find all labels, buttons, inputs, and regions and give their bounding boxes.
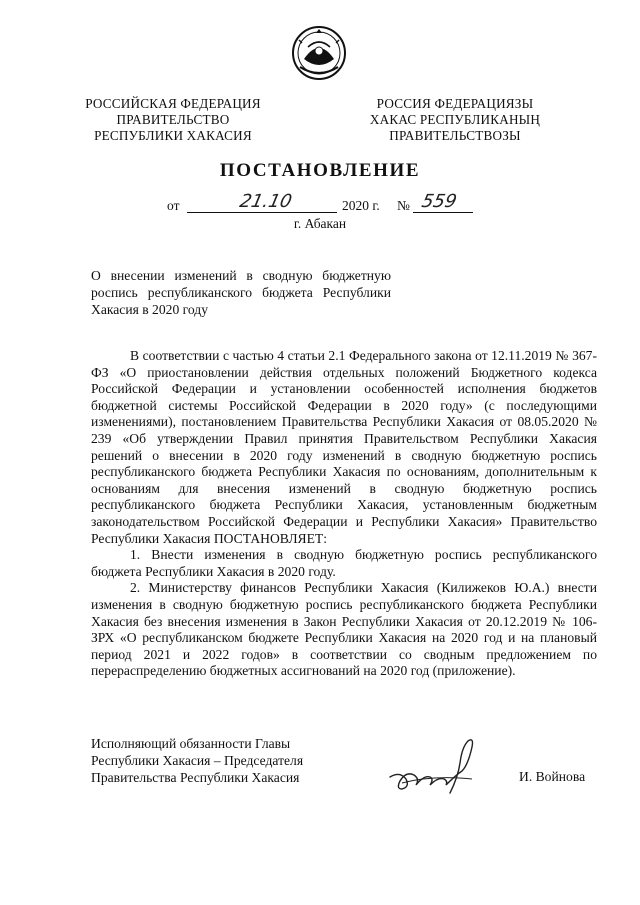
coat-of-arms-emblem [290, 23, 348, 81]
signatory-position-line: Правительства Республики Хакасия [91, 770, 300, 785]
header-left-line: ПРАВИТЕЛЬСТВО [116, 112, 230, 127]
document-subject: О внесении изменений в сводную бюджетную роспись республиканского бюджета Республики Хакасия в 2020 году [91, 268, 391, 317]
signatory-position [91, 735, 303, 786]
date-from-label: от [167, 198, 180, 213]
body-paragraph: 1. Внести изменения в сводную бюджетную роспись республиканского бюджета Республики Хакасия в 2020 году. [91, 547, 597, 579]
date-handwritten: 21.10 [237, 191, 294, 212]
document-body [91, 348, 597, 680]
date-number-line [150, 191, 490, 216]
number-label: № [397, 198, 410, 213]
header-left-block [68, 96, 278, 144]
signatory-position-line: Исполняющий обязанности Главы [91, 736, 291, 751]
handwritten-signature [382, 725, 490, 797]
header-right-line: ПРАВИТЕЛЬСТВОЗЫ [389, 128, 521, 143]
header-left-line: РЕСПУБЛИКИ ХАКАСИЯ [94, 128, 252, 143]
number-handwritten: 559 [419, 191, 459, 212]
date-underline [187, 212, 337, 213]
header-right-block [350, 96, 560, 144]
signatory-position-line: Республики Хакасия – Председателя [91, 753, 304, 768]
body-paragraph: В соответствии с частью 4 статьи 2.1 Федерального закона от 12.11.2019 № 367-ФЗ «О приостановлении действия отдельных положений Бюджетного кодекса Российской Федерации и установлении особенностей исполнения бюджетов бюджетной системы Российской Федерации в 2020 году» (с последующими изменениями), постановлением Правительства Республики Хакасия от 08.05.2020 № 239 «Об утверждении Правил принятия Правительством Республики Хакасия решений о внесении в 2020 году изменений в сводную бюджетную роспись республиканского бюджета Республики Хакасия по основаниям, дополнительным к основаниям для внесения изменений в сводную бюджетную роспись республиканского бюджета Республики Хакасия, установленным бюджетным законодательством Российской Федерации и Республики Хакасия» Правительство Республики Хакасия ПОСТАНОВЛЯЕТ: [91, 348, 597, 546]
header-left-line: РОССИЙСКАЯ ФЕДЕРАЦИЯ [85, 96, 261, 111]
city-label: г. Абакан [293, 216, 347, 231]
header-right-line: ХАКАС РЕСПУБЛИКАНЫҢ [369, 112, 541, 127]
date-year: 2020 г. [342, 198, 380, 213]
body-paragraph: 2. Министерству финансов Республики Хакасия (Килижеков Ю.А.) внести изменения в сводную бюджетную роспись республиканского бюджета Республики Хакасия без внесения изменения в Закон Республики Хакасия от 20.12.2019 № 106-ЗРХ «О республиканском бюджете Республики Хакасия на 2020 год и на плановый период 2021 и 2022 годов» в соответствии со сводным предложением по перераспределению бюджетных ассигнований на 2020 год (приложение). [91, 580, 597, 679]
signatory-name: И. Войнова [519, 769, 586, 784]
number-underline [413, 212, 473, 213]
document-title: ПОСТАНОВЛЕНИЕ [219, 160, 421, 181]
header-right-line: РОССИЯ ФЕДЕРАЦИЯЗЫ [376, 96, 534, 111]
